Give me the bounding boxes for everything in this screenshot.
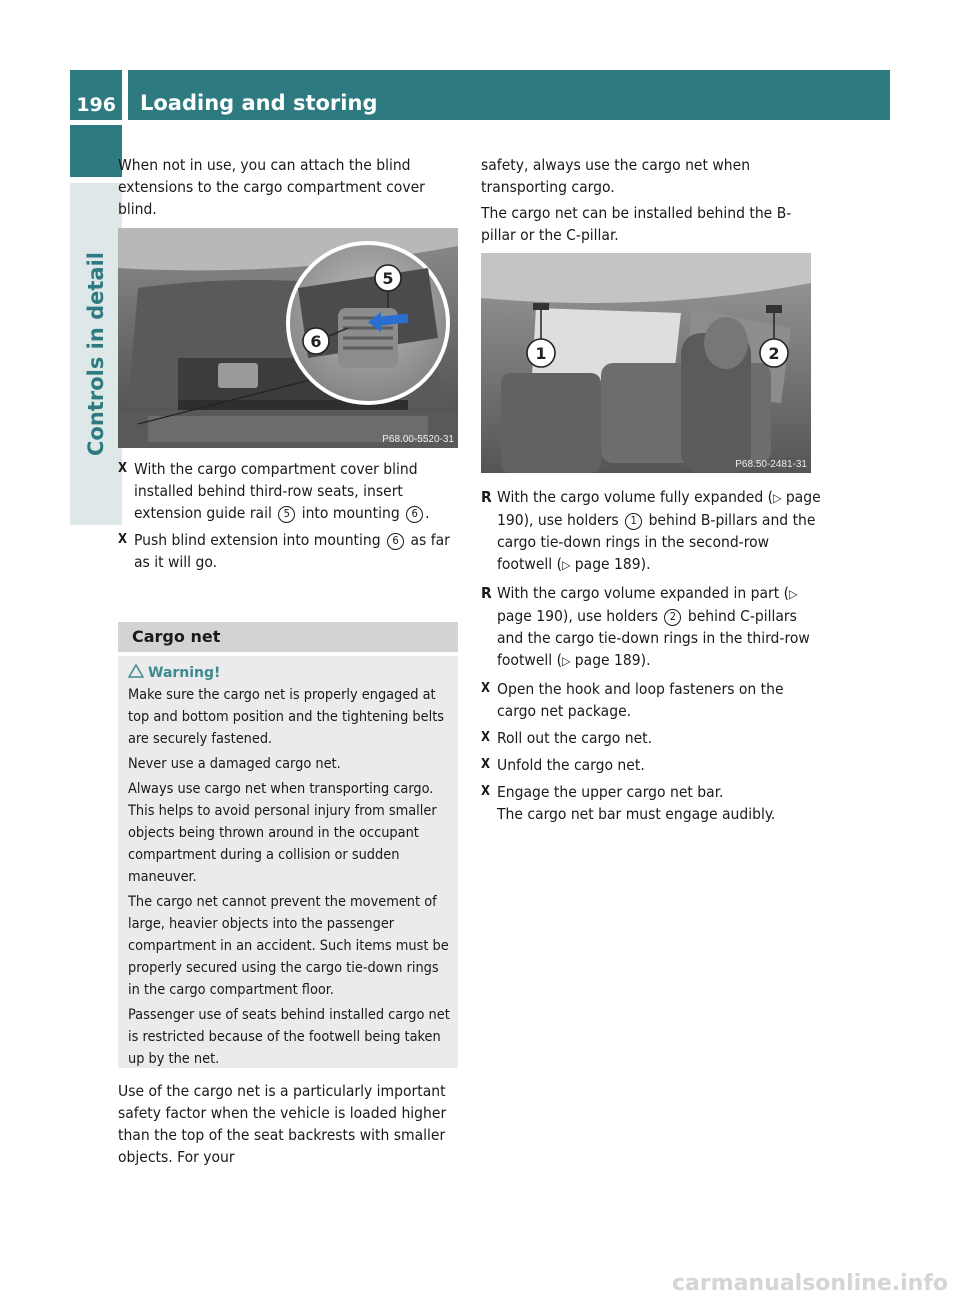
callout-6: 6 <box>310 332 322 351</box>
warning-title <box>128 662 450 684</box>
intro-text: When not in use, you can attach the blind extensions to the cargo compartment cover blind. <box>118 156 425 218</box>
step-text: Unfold the cargo net. <box>497 756 645 774</box>
bullet-marker: R <box>481 488 492 506</box>
step-text: as far as it will go. <box>134 531 450 571</box>
figure-code: P68.00-5520-31 <box>382 434 454 445</box>
cargo-net-figure <box>481 253 811 473</box>
step-text: . <box>425 504 430 522</box>
bullet-text: With the cargo volume expanded in part ( <box>497 584 790 602</box>
left-closing <box>118 1080 463 1172</box>
page-ref-arrow: ▷ <box>773 491 782 505</box>
warning-paragraph: Always use cargo net when transporting cargo. This helps to avoid personal injury from smaller objects being thrown around in the occupant compartment during a collision or sudden maneuver. <box>128 781 437 885</box>
instruction-step <box>481 754 821 776</box>
bullet-text: page 189). <box>574 555 651 573</box>
instruction-step <box>118 529 463 573</box>
step-marker: X <box>118 461 128 476</box>
page-ref-arrow: ▷ <box>789 587 798 601</box>
step-text: With the cargo compartment cover blind installed behind third-row seats, insert extension guide rail <box>134 460 418 522</box>
step-marker: X <box>481 757 491 772</box>
step-text: into mounting <box>301 504 400 522</box>
section-heading-cargo-net: Cargo net <box>118 622 458 652</box>
warning-paragraph: Make sure the cargo net is properly engaged at top and bottom position and the tightening belts are securely fastened. <box>128 687 445 747</box>
step-result-text: The cargo net bar must engage audibly. <box>497 805 776 823</box>
side-marker <box>70 125 122 177</box>
page-ref-arrow: ▷ <box>562 558 571 572</box>
cargo-net-illustration <box>481 253 811 473</box>
bullet-text: page 190), use holders <box>497 488 821 529</box>
warning-title-text: Warning! <box>148 665 221 681</box>
step-marker: X <box>481 784 491 799</box>
number-badge: 6 <box>387 533 404 550</box>
step-text: Engage the upper cargo net bar. <box>497 783 724 801</box>
bullet-text: With the cargo volume fully expanded ( <box>497 488 774 506</box>
left-intro <box>118 154 463 224</box>
warning-paragraph: The cargo net cannot prevent the movement of large, heavier objects into the passenger compartment in an accident. Such items must be properly secured using the cargo tie-down rings in the cargo compartment floor. <box>128 894 449 998</box>
number-badge: 2 <box>664 609 681 626</box>
left-steps <box>118 458 463 578</box>
callout-2: 2 <box>768 344 780 363</box>
bullet-text: page 189). <box>574 651 651 669</box>
closing-text: Use of the cargo net is a particularly important safety factor when the vehicle is loaded higher than the top of the seat backrests with smaller objects. For your <box>118 1082 447 1166</box>
step-text: Roll out the cargo net. <box>497 729 653 747</box>
watermark: carmanualsonline.info <box>672 1271 948 1296</box>
bullet-text: behind B-pillars and the cargo tie-down rings in the second-row footwell ( <box>497 511 816 573</box>
section-side-label: Controls in detail <box>84 252 108 456</box>
page-number: 196 <box>70 70 122 120</box>
callout-5: 5 <box>382 269 394 288</box>
bullet-item <box>481 486 821 576</box>
step-marker: X <box>481 730 491 745</box>
page-ref-arrow: ▷ <box>562 654 571 668</box>
instruction-step <box>118 458 463 524</box>
bullet-marker: R <box>481 584 492 602</box>
cargo-cover-illustration <box>118 228 458 448</box>
number-badge: 5 <box>278 506 295 523</box>
right-paragraph: safety, always use the cargo net when transporting cargo. <box>481 156 751 196</box>
bullet-item <box>481 582 821 672</box>
right-list <box>481 486 821 830</box>
warning-paragraph: Never use a damaged cargo net. <box>128 756 341 772</box>
number-badge: 6 <box>406 506 423 523</box>
page-title: Loading and storing <box>128 70 890 120</box>
instruction-step <box>481 781 821 825</box>
step-text: Open the hook and loop fasteners on the cargo net package. <box>497 680 784 720</box>
warning-box <box>118 656 458 1068</box>
instruction-step <box>481 727 821 749</box>
instruction-step <box>481 678 821 722</box>
bullet-text: behind C-pillars and the cargo tie-down rings in the third-row footwell ( <box>497 607 810 669</box>
figure-code: P68.50-2481-31 <box>735 459 807 470</box>
right-intro <box>481 154 821 250</box>
cargo-cover-figure <box>118 228 458 448</box>
step-text: Push blind extension into mounting <box>134 531 381 549</box>
step-marker: X <box>481 681 491 696</box>
warning-triangle-icon <box>128 664 144 678</box>
warning-paragraph: Passenger use of seats behind installed cargo net is restricted because of the footwell being taken up by the net. <box>128 1007 450 1067</box>
callout-1: 1 <box>535 344 547 363</box>
right-paragraph: The cargo net can be installed behind the B-pillar or the C-pillar. <box>481 204 792 244</box>
step-marker: X <box>118 532 128 547</box>
bullet-text: page 190), use holders <box>497 607 658 625</box>
number-badge: 1 <box>625 513 642 530</box>
